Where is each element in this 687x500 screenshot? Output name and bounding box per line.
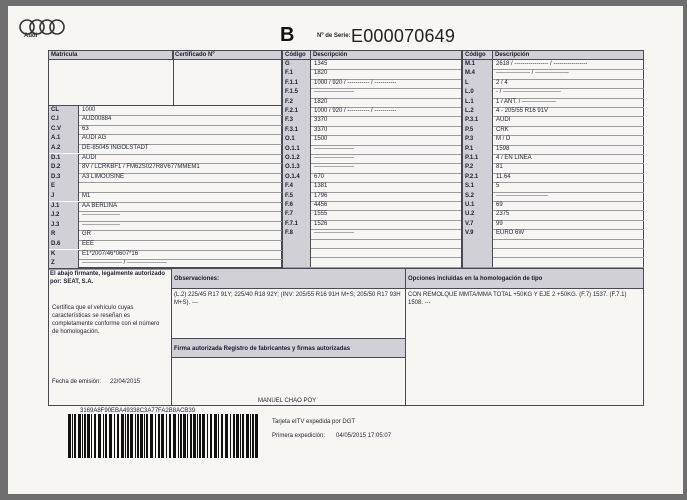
barcode-bar [109, 414, 112, 458]
field-code: F.1.1 [283, 79, 311, 88]
observaciones-text: (L.2) 225/45 R17 91Y; 225/40 R18 92Y; (INV: 205/55 R16 91H M+S; 205/50 R17 93H M+S). --- [174, 292, 401, 306]
field-value: 4456 [314, 202, 328, 208]
field-value: 2375 [496, 211, 510, 218]
field-code: F.3 [283, 116, 311, 125]
field-code: R [49, 230, 79, 240]
field-code: P.5 [463, 126, 493, 135]
field-code: E [49, 182, 79, 192]
barcode-bar [183, 414, 186, 458]
field-value: GR [82, 231, 91, 238]
barcode-bar [218, 414, 219, 458]
field-value: - / ----------------------------- [496, 89, 561, 96]
barcode-bar [233, 414, 235, 458]
field-code: U.2 [463, 210, 493, 219]
field-code: C.V [49, 125, 79, 135]
field-code: L [463, 79, 493, 88]
field-code [283, 239, 311, 248]
field-code: L.1 [463, 98, 493, 107]
right-code-header: Código [463, 51, 493, 60]
barcode-bar [158, 414, 160, 458]
field-code: K [49, 250, 79, 260]
field-code: F.6 [283, 201, 311, 210]
field-code: G [283, 60, 311, 69]
barcode-bar [130, 414, 133, 458]
field-code: F.2 [283, 98, 311, 107]
barcode-bar [103, 414, 104, 458]
mid-code-header: Código [283, 51, 311, 60]
firmante-title: El abajo firmante, legalmente autorizado [50, 271, 166, 277]
opciones-text: CON REMOLQUE MMTA/MMA TOTAL +50KG Y EJE 2 +50KG. (F.7) 1537. (F.7.1) 1508. --- [408, 292, 627, 306]
barcode-bar [197, 414, 198, 458]
barcode [68, 414, 260, 458]
field-value: -------------------- [314, 89, 354, 96]
fecha-emision-value: 22/04/2015 [110, 379, 141, 385]
barcode-bar [135, 414, 136, 458]
field-code: F.1 [283, 69, 311, 78]
field-code: F.7 [283, 210, 311, 219]
field-value: 1526 [314, 220, 328, 227]
field-value: 1000 / 920 / ----------- / ----------- [314, 79, 397, 86]
field-code: P.1 [463, 145, 493, 154]
field-value: EEE [82, 240, 95, 247]
barcode-bar [199, 414, 201, 458]
field-value: AUDI [82, 154, 97, 161]
barcode-bar [225, 414, 228, 458]
field-code: P.3 [463, 135, 493, 144]
barcode-bar [242, 414, 244, 458]
field-value: 1796 [314, 192, 328, 199]
field-value: 1345 [314, 61, 328, 67]
right-desc-header: Descripción [493, 51, 643, 60]
field-value: 4 / EN LINEA [496, 155, 532, 161]
brand-name: Audi [24, 33, 38, 39]
field-code: D.3 [49, 173, 79, 183]
field-value: 63 [82, 125, 89, 132]
field-code: L.2 [463, 107, 493, 116]
field-value: 1000 / 920 / ----------- / ----------- [314, 108, 397, 114]
field-value: M1 [82, 192, 91, 199]
field-code: F.8 [283, 229, 311, 238]
field-code [283, 257, 311, 266]
field-value: ------------------- [82, 212, 120, 219]
field-value: AUDI [496, 117, 511, 124]
field-code: F.2.1 [283, 107, 311, 116]
field-code: D.6 [49, 240, 79, 250]
field-code: S.2 [463, 192, 493, 201]
field-value: -------------------------- [496, 192, 548, 199]
field-code: A.2 [49, 144, 79, 154]
barcode-bar [178, 414, 179, 458]
field-value: -------------------- [314, 230, 354, 237]
primera-expedicion-value: 04/05/2015 17:05:07 [336, 433, 392, 439]
barcode-bar [252, 414, 254, 458]
field-value: 69 [496, 202, 503, 208]
barcode-bar [91, 414, 92, 458]
certificado-header: Certificado Nº [173, 51, 281, 60]
matricula-header: Matrícula [49, 51, 173, 60]
mid-desc-header: Descripción [311, 51, 461, 60]
barcode-bar [166, 414, 167, 458]
field-value: A3 LIMOUSINE [82, 173, 125, 180]
field-value: 1820 [314, 98, 328, 105]
serie-number: E000070649 [351, 26, 456, 46]
field-code: Z [49, 259, 79, 269]
field-value: 3370 [314, 126, 328, 133]
field-value: 1598 [496, 145, 510, 152]
field-value: 1 / ANT. / ----------------- [496, 98, 556, 105]
field-value: 99 [496, 220, 503, 227]
fecha-emision-label: Fecha de emisión: [52, 379, 102, 385]
field-code: M.4 [463, 69, 493, 78]
field-value: 4 - 205/55 R16 91V [496, 108, 549, 114]
field-code: F.1.5 [283, 88, 311, 97]
field-code: O.1.4 [283, 173, 311, 182]
barcode-bar [98, 414, 101, 458]
barcode-bar [117, 414, 119, 458]
barcode-bar [236, 414, 239, 458]
barcode-bar [187, 414, 188, 458]
barcode-bar [255, 414, 258, 458]
field-code: P.1.1 [463, 154, 493, 163]
field-code: S.1 [463, 182, 493, 191]
field-code [463, 257, 493, 266]
field-code: O.1.3 [283, 163, 311, 172]
barcode-bar [246, 414, 249, 458]
field-code: O.1 [283, 135, 311, 144]
barcode-bar [221, 414, 223, 458]
field-value: 1820 [314, 70, 328, 77]
field-value: 1381 [314, 183, 328, 190]
field-value: 2 / 4 [496, 79, 508, 86]
serie-label: Nº de Serie: [317, 33, 351, 39]
barcode-bar [105, 414, 107, 458]
field-code [463, 239, 493, 248]
field-value: 11.64 [496, 173, 511, 180]
field-code: P.2.1 [463, 173, 493, 182]
barcode-bar [161, 414, 164, 458]
field-value: 1555 [314, 211, 328, 218]
field-value: M / D [496, 136, 511, 143]
barcode-bar [121, 414, 124, 458]
barcode-bar [82, 414, 83, 458]
barcode-bar [68, 414, 71, 458]
field-value: 1000 [82, 106, 96, 113]
firmante-name: MANUEL CHAO POY [258, 398, 317, 404]
field-value: AA BERLINA [82, 202, 118, 209]
field-code: F.5 [283, 192, 311, 201]
barcode-bar [78, 414, 81, 458]
field-code: O.1.1 [283, 145, 311, 154]
field-code: P.2 [463, 163, 493, 172]
field-value: 81 [496, 164, 503, 171]
barcode-bar [180, 414, 182, 458]
field-code: V.7 [463, 220, 493, 229]
card-letter: B [280, 24, 295, 46]
barcode-bar [155, 414, 156, 458]
field-code: P.3.1 [463, 116, 493, 125]
tarjeta-label: Tarjeta eITV expedida por DGT [272, 419, 356, 425]
field-value: 8V / LCRKBF1 / FM62S027R8V677MMEM1 [82, 164, 200, 171]
field-value: -------------------- [314, 155, 354, 161]
barcode-bar [146, 414, 148, 458]
barcode-text: 3169A8F90EBA49338C3A77FA2B8ACB39 [80, 408, 196, 414]
barcode-bar [250, 414, 251, 458]
field-code: O.1.2 [283, 154, 311, 163]
barcode-bar [190, 414, 192, 458]
barcode-bar [207, 414, 208, 458]
barcode-bar [84, 414, 86, 458]
field-code: F.4 [283, 182, 311, 191]
barcode-bar [137, 414, 139, 458]
barcode-bar [114, 414, 115, 458]
barcode-bar [230, 414, 231, 458]
barcode-bar [169, 414, 171, 458]
field-code: J [49, 192, 79, 202]
field-value: 2618 / ----------------- / ----------------- [496, 61, 588, 67]
field-code: V.9 [463, 229, 493, 238]
barcode-bar [150, 414, 153, 458]
field-value: DE-85045 INGOLSTADT [82, 144, 149, 151]
barcode-bar [94, 414, 96, 458]
barcode-bar [202, 414, 205, 458]
field-code: M.1 [463, 60, 493, 69]
barcode-bar [144, 414, 145, 458]
barcode-bar [193, 414, 196, 458]
field-value: CRK [496, 126, 509, 133]
barcode-bar [173, 414, 176, 458]
field-code: F.7.1 [283, 220, 311, 229]
field-code: F.3.1 [283, 126, 311, 135]
field-code [283, 248, 311, 257]
field-code: C.I [49, 115, 79, 125]
field-value: 1500 [314, 136, 328, 143]
field-value: 3370 [314, 117, 328, 124]
barcode-bar [127, 414, 129, 458]
primera-expedicion-label: Primera expedición: [272, 433, 326, 439]
field-value: 5 [496, 183, 500, 190]
field-code: J.2 [49, 211, 79, 221]
field-code: U.1 [463, 201, 493, 210]
observaciones-header: Observaciones: [172, 269, 405, 289]
barcode-bar [125, 414, 126, 458]
barcode-bar [87, 414, 90, 458]
field-code: D.2 [49, 163, 79, 173]
certifica-text: Certifica que el vehículo cuyas características se reseñan es completamente conforme con el número de homologación. [52, 305, 160, 335]
opciones-header: Opciones incluidas en la homologación de tipo [406, 269, 643, 289]
field-value: -------------------- / -------------------- [82, 260, 167, 267]
field-code: J.3 [49, 221, 79, 231]
firmante-por: por: SEAT, S.A. [50, 279, 94, 285]
field-value: ------------------- [82, 221, 120, 228]
field-value: AUDI AG [82, 135, 107, 142]
field-value: E1*2007/46*0607*16 [82, 250, 139, 257]
field-value: -------------------- [314, 164, 354, 171]
firma-autorizada-header: Firma autorizada Registro de fabricantes y firmas autorizadas [172, 338, 405, 358]
field-code [463, 248, 493, 257]
field-value: EURO 6W [496, 230, 525, 237]
barcode-bar [210, 414, 212, 458]
barcode-bar [240, 414, 241, 458]
barcode-bar [72, 414, 73, 458]
field-value: ----------------- / ----------------- [496, 70, 569, 77]
field-code: J.1 [49, 202, 79, 212]
barcode-bar [214, 414, 217, 458]
field-code: D.1 [49, 154, 79, 164]
field-code: A.1 [49, 134, 79, 144]
field-code: L.0 [463, 88, 493, 97]
field-code: CL [49, 106, 79, 116]
field-value: -------------------- [314, 145, 354, 152]
field-value: 670 [314, 173, 325, 180]
barcode-bar [140, 414, 143, 458]
barcode-bar [74, 414, 76, 458]
field-value: AUD00884 [82, 116, 112, 123]
